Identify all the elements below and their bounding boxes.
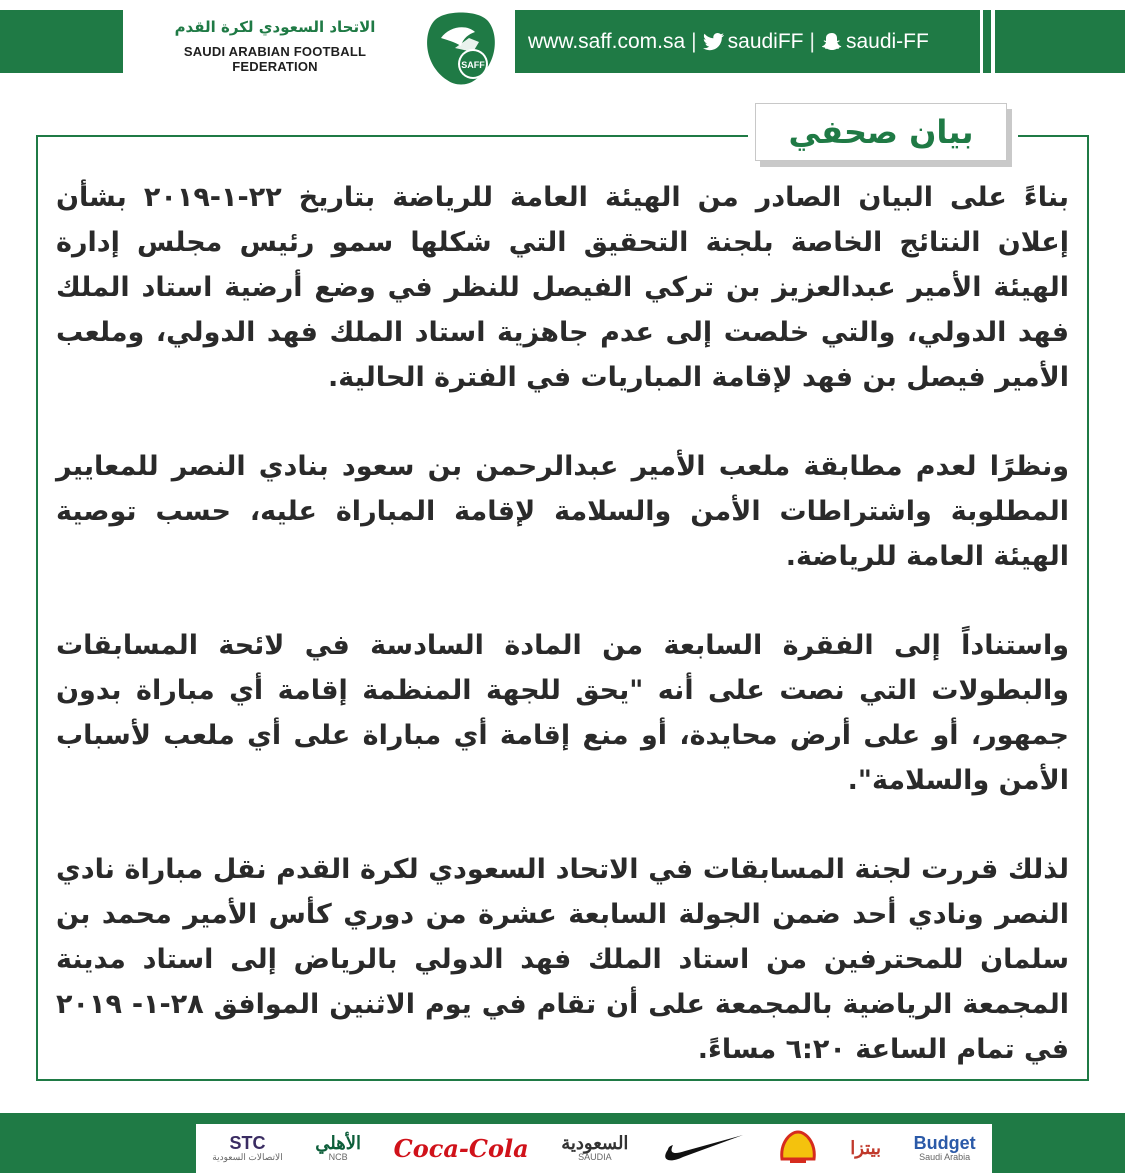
separator: | — [691, 30, 697, 53]
sponsor-cocacola: Coca-Cola — [393, 1133, 529, 1163]
saff-logo — [415, 8, 507, 88]
sponsor-pizza: بيتزا — [850, 1138, 882, 1159]
header — [0, 0, 1125, 88]
header-links — [528, 22, 929, 62]
paragraph-4: لذلك قررت لجنة المسابقات في الاتحاد السعودي لكرة القدم نقل مباراة نادي النصر ونادي أحد ضمن الجولة السابعة عشرة من دوري كأس الأمير محمد بن سلمان للمحترفين من استاد الملك فهد الدولي بالرياض إلى استاد مدينة المجمعة الرياضية بالمجمعة على أن تقام في يوم الاثنين الموافق ٢٨-١- ٢٠١٩ في تمام الساعة ٦:٢٠ مساءً. — [56, 854, 1069, 1065]
twitter-handle[interactable]: saudiFF — [727, 30, 804, 53]
snapchat-handle[interactable]: saudi-FF — [845, 30, 929, 53]
header-bar-right — [995, 10, 1125, 73]
paragraph-1: بناءً على البيان الصادر من الهيئة العامة للرياضة بتاريخ ٢٢-١-٢٠١٩ بشأن إعلان النتائج الخاصة بلجنة التحقيق التي شكلها سمو رئيس مجلس إدارة الهيئة الأمير عبدالعزيز بن تركي الفيصل للنظر في وضع أرضية استاد الملك فهد الدولي، والتي خلصت إلى عدم جاهزية استاد الملك فهد الدولي، وملعب الأمير فيصل بن فهد لإقامة المباريات في الفترة الحالية. — [56, 182, 1069, 393]
page-title: بيان صحفي — [788, 113, 974, 151]
statement-body — [56, 175, 1069, 1072]
twitter-icon — [703, 32, 725, 52]
logo-label: SAFF — [461, 60, 485, 70]
federation-name-arabic: الاتحاد السعودي لكرة القدم — [174, 18, 376, 36]
paragraph-2: ونظرًا لعدم مطابقة ملعب الأمير عبدالرحمن بن سعود بنادي النصر للمعايير المطلوبة واشتراطات الأمن والسلامة لإقامة المباراة عليه، حسب توصية الهيئة العامة للرياضة. — [56, 451, 1069, 572]
paragraph-3: واستناداً إلى الفقرة السابعة من المادة السادسة في لائحة المسابقات والبطولات التي نصت على أنه "يحق للجهة المنظمة إقامة أي مباراة بدون جمهور، أو على أرض محايدة، أو منع إقامة أي مباراة على أي ملعب لأسباب الأمن والسلامة". — [56, 630, 1069, 796]
sponsor-nike — [661, 1131, 745, 1167]
nike-swoosh-icon — [661, 1131, 745, 1163]
header-bar-left — [0, 10, 123, 73]
snapchat-icon — [821, 32, 843, 52]
title-box — [755, 103, 1007, 161]
federation-name-english: SAUDI ARABIAN FOOTBALL FEDERATION — [183, 44, 367, 74]
sponsor-stc: STC الاتصالات السعودية — [212, 1133, 283, 1163]
sponsor-saudia: السعودية SAUDIA — [561, 1133, 629, 1163]
sponsor-budget: Budget Saudi Arabia — [913, 1133, 976, 1163]
shell-logo-icon — [778, 1129, 818, 1165]
website-link[interactable]: www.saff.com.sa — [528, 30, 686, 53]
separator: | — [809, 30, 815, 53]
sponsor-bar — [196, 1124, 992, 1173]
sponsor-shell — [778, 1129, 818, 1169]
sponsor-ncb: الأهلي NCB — [315, 1133, 362, 1163]
